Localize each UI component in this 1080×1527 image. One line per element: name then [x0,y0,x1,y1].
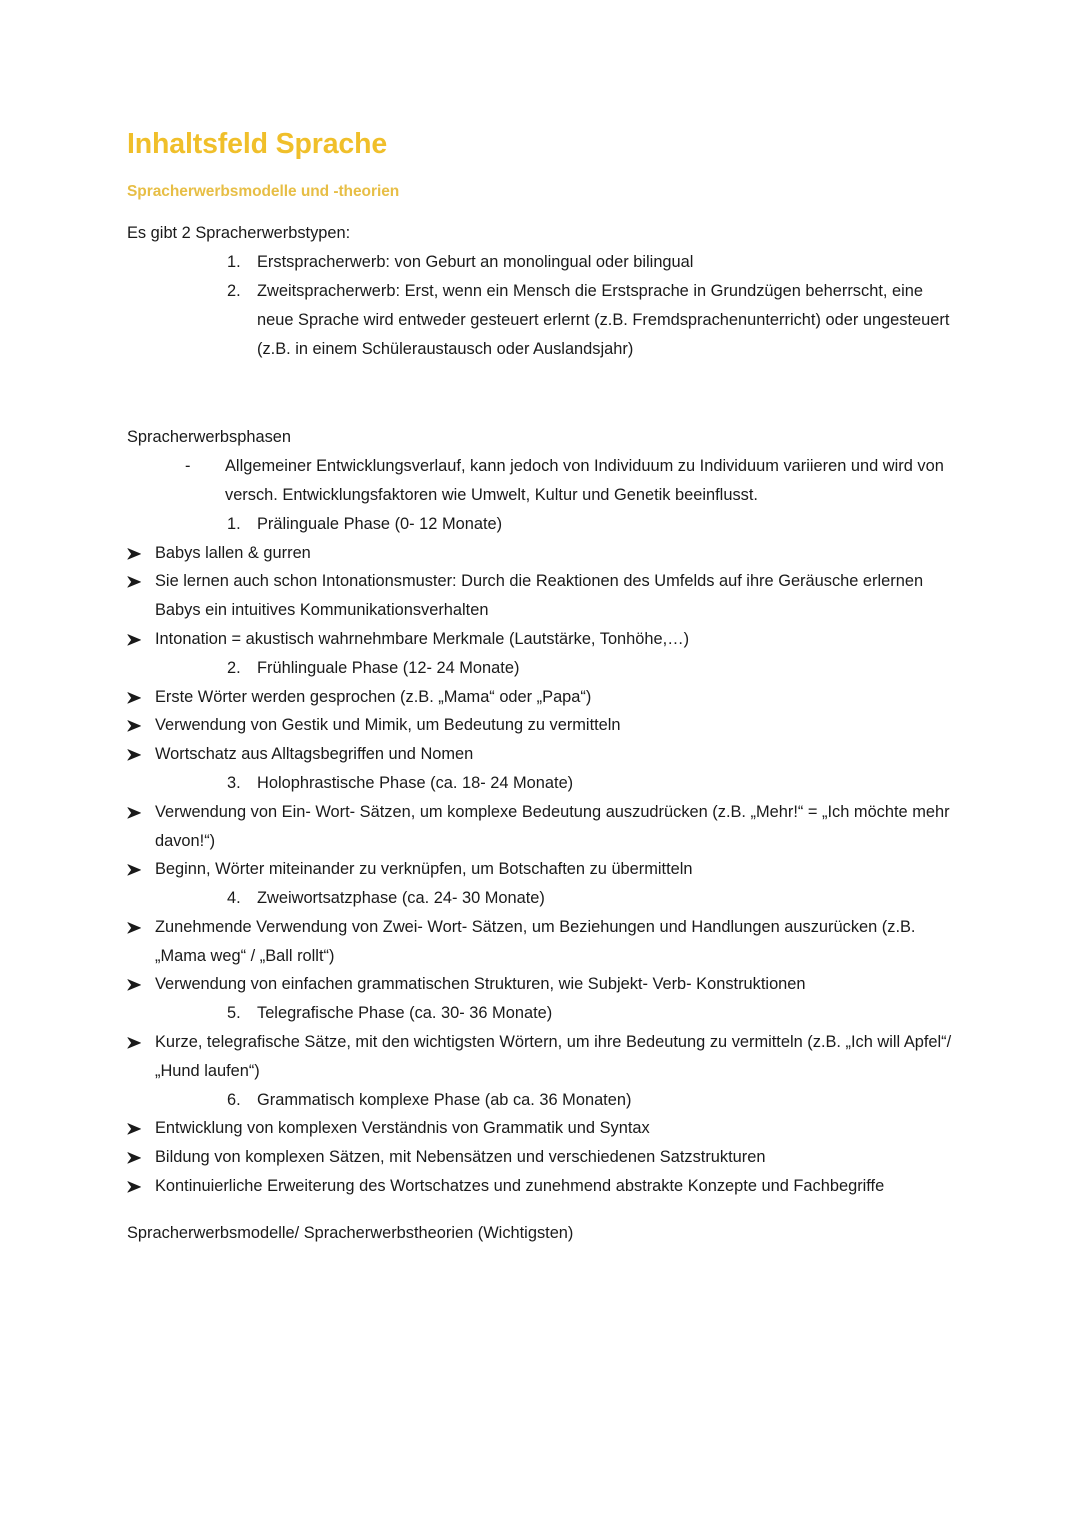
arrow-bullet-icon [127,1143,147,1164]
phase-title-row [127,654,957,683]
arrow-bullet-icon [127,1028,147,1049]
arrow-bullet-icon [127,1114,147,1135]
list-item [127,740,957,769]
page-title: Inhaltsfeld Sprache [127,128,388,160]
closing-text: Spracherwerbsmodelle/ Spracherwerbstheorien (Wichtigsten) [127,1223,574,1242]
phase-title-row [127,769,957,798]
phase-title: Zweiwortsatzphase (ca. 24- 30 Monate) [257,889,545,908]
phase-3-group [127,769,957,798]
list-item-text: Allgemeiner Entwicklungsverlauf, kann jedoch von Individuum zu Individuum variieren und wird von versch. Entwicklungsfaktoren wie Umwelt, Kultur und Genetik beeinflusst. [225,457,944,504]
arrow-bullet-icon [127,855,147,876]
list-item-text: Wortschatz aus Alltagsbegriffen und Nomen [155,745,474,764]
list-marker: 6. [227,1090,241,1109]
phase-title-row [127,1086,957,1115]
arrow-bullet-icon [127,970,147,991]
arrow-bullet-icon [127,711,147,732]
phase-title: Telegrafische Phase (ca. 30- 36 Monate) [257,1004,553,1023]
list-marker: 2. [227,281,241,300]
phase-5-group [127,999,957,1028]
list-item [127,625,957,654]
intro-lead-text: Es gibt 2 Spracherwerbstypen: [127,224,351,243]
list-item-text: Erste Wörter werden gesprochen (z.B. „Mama“ oder „Papa“) [155,687,592,706]
phase-6-bullets [127,1114,957,1200]
phase-title-row [127,510,957,539]
list-item-text: Verwendung von einfachen grammatischen Strukturen, wie Subjekt- Verb- Konstruktionen [155,975,806,994]
arrow-bullet-icon [127,539,147,560]
phase-title: Grammatisch komplexe Phase (ab ca. 36 Monaten) [257,1090,632,1109]
list-item [127,855,957,884]
list-item-text: Verwendung von Ein- Wort- Sätzen, um komplexe Bedeutung auszudrücken (z.B. „Mehr!“ = „Ich möchte mehr davon!“) [155,802,950,850]
arrow-bullet-icon [127,1172,147,1193]
list-marker: 1. [227,514,241,533]
dash-bullet-icon: - [185,457,191,476]
general-note-list [127,452,957,510]
list-item [127,683,957,712]
phase-title-row [127,999,957,1028]
list-item [127,798,957,856]
phase-title: Holophrastische Phase (ca. 18- 24 Monate) [257,773,574,792]
list-marker: 2. [227,658,241,677]
list-item-text: Zunehmende Verwendung von Zwei- Wort- Sätzen, um Beziehungen und Handlungen auszurücken (z.B. „Mama weg“ / „Ball rollt“) [155,917,916,965]
phase-4-group [127,884,957,913]
arrow-bullet-icon [127,798,147,819]
phase-2-bullets [127,683,957,769]
list-item [127,711,957,740]
phase-title: Frühlinguale Phase (12- 24 Monate) [257,658,520,677]
list-item-text: Kontinuierliche Erweiterung des Wortschatzes und zunehmend abstrakte Konzepte und Fachbegriffe [155,1177,885,1196]
list-item [127,1143,957,1172]
list-item [127,248,957,277]
list-item-text: Sie lernen auch schon Intonationsmuster: Durch die Reaktionen des Umfelds auf ihre Geräusche erlernen Babys ein intuitives Kommunikationsverhalten [155,572,924,620]
list-marker: 3. [227,773,241,792]
arrow-bullet-icon [127,913,147,934]
list-marker: 1. [227,253,241,272]
list-marker: 4. [227,889,241,908]
list-item-text: Beginn, Wörter miteinander zu verknüpfen, um Botschaften zu übermitteln [155,860,693,879]
section-spacer [127,363,957,423]
list-item [127,913,957,971]
phase-1-group [127,510,957,539]
phase-3-bullets [127,798,957,884]
phase-1-bullets [127,539,957,654]
list-item [127,452,957,510]
document-content [127,128,957,1248]
list-item [127,1028,957,1086]
list-item-text: Kurze, telegrafische Sätze, mit den wichtigsten Wörtern, um ihre Bedeutung zu vermitteln (z.B. „Ich will Apfel“/ „Hund laufen“) [155,1033,952,1080]
list-item-text: Verwendung von Gestik und Mimik, um Bedeutung zu vermitteln [155,716,621,735]
phase-6-group [127,1086,957,1115]
list-marker: 5. [227,1004,241,1023]
list-item [127,277,957,363]
section-subtitle: Spracherwerbsmodelle und -theorien [127,182,400,200]
phase-5-bullets [127,1028,957,1086]
phase-4-bullets [127,913,957,999]
list-item-text: Erstspracherwerb: von Geburt an monolingual oder bilingual [257,253,694,272]
list-item-text: Babys lallen & gurren [155,543,311,562]
list-item-text: Intonation = akustisch wahrnehmbare Merkmale (Lautstärke, Tonhöhe,…) [155,629,690,648]
list-item [127,539,957,568]
list-item-text: Bildung von komplexen Sätzen, mit Nebensätzen und verschiedenen Satzstrukturen [155,1148,766,1167]
list-item [127,567,957,625]
arrow-bullet-icon [127,625,147,646]
phase-title-row [127,884,957,913]
list-item-text: Entwicklung von komplexen Verständnis von Grammatik und Syntax [155,1119,650,1138]
list-item-text: Zweitspracherwerb: Erst, wenn ein Mensch die Erstsprache in Grundzügen beherrscht, eine neue Sprache wird entweder gesteuert erlernt (z.B. Fremdsprachenunterricht) oder ungesteuert (z.B. in einem Schüleraustausch oder Auslandsjahr) [257,281,950,358]
phase-title: Prälinguale Phase (0- 12 Monate) [257,514,503,533]
list-item [127,1172,957,1201]
phases-heading: Spracherwerbsphasen [127,428,292,447]
phase-2-group [127,654,957,683]
list-item [127,1114,957,1143]
arrow-bullet-icon [127,683,147,704]
arrow-bullet-icon [127,567,147,588]
arrow-bullet-icon [127,740,147,761]
spracherwerbstypen-list [127,248,957,363]
list-item [127,970,957,999]
